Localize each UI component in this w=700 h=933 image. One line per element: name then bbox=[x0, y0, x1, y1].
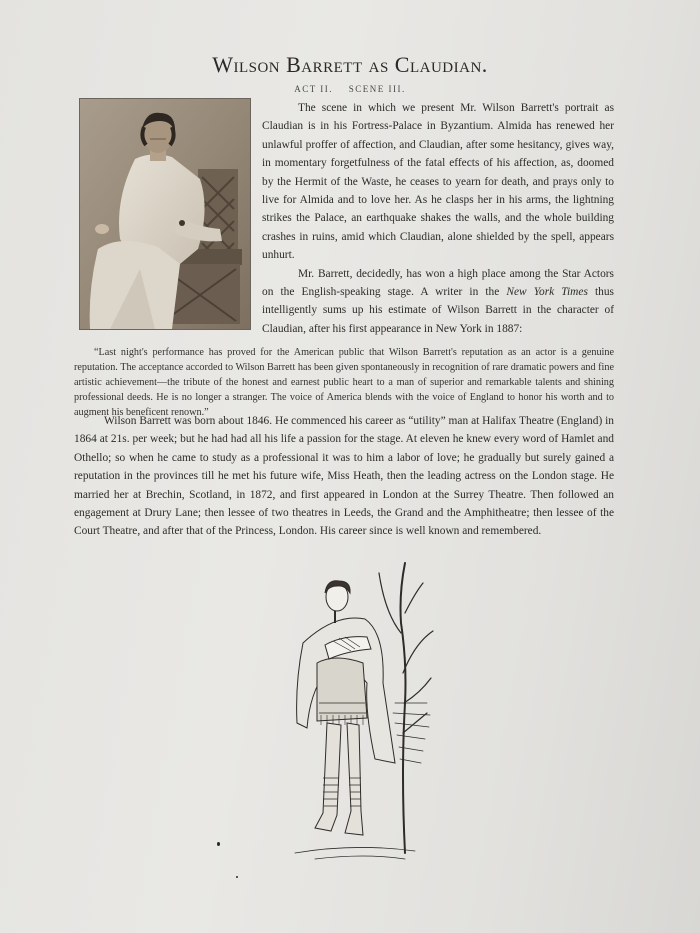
star-intro-text-end: thus intelligently sums up his estimate of Wilson Barrett in the character of Claudian, after his first appearance in New York in 1887: bbox=[262, 286, 614, 335]
biography-paragraph: Wilson Barrett was born about 1846. He commenced his career as “utility” man at Halifax Theatre (England) in 1864 at 21s. per week; but he had had all his life a passion for the stage. At eleven he knew every word of Hamlet and Othello; so when he came to study as a professional it was to him a labor of love; he gradually but surely gained a reputation in the provinces till he met his future wife, Miss Heath, then the leading actress on the London stage. He married her at Brechin, Scotland, in 1872, and first appeared in London at the Surrey Theatre. Then followed an engagement at Drury Lane; then lessee of two theatres in Leeds, the Grand and the Amphitheatre; then lessee of the Court Theatre, and after that of the Princess, London. His career since is well known and remembered. bbox=[74, 415, 614, 538]
act-label: ACT II. bbox=[294, 84, 334, 94]
portrait-photo-image bbox=[80, 99, 250, 329]
claudian-engraving-image bbox=[255, 553, 445, 863]
paper-speck bbox=[236, 876, 238, 878]
intro-column bbox=[262, 99, 614, 338]
review-quote: “Last night's performance has proved for the American public that Wilson Barrett's reputation as an actor is a genuine reputation. The acceptance accorded to Wilson Barrett has been given spontaneously in recognition of rare dramatic powers and fine artistic achievement—the tribute of the honest and earnest public heart to a man of superior and remarkable talents and shining professional deeds. He is no longer a stranger. The voice of America blends with the voice of England to honor his worth and to augment his beneficent renown.” bbox=[74, 347, 614, 418]
star-intro-paragraph bbox=[262, 265, 614, 339]
act-scene-line bbox=[0, 84, 700, 94]
portrait-photograph bbox=[79, 98, 251, 330]
scene-label: SCENE III. bbox=[348, 84, 406, 94]
star-intro-text: Mr. Barrett, decidedly, has won a high place among the Star Actors on the English-speaking stage. A writer in the bbox=[262, 267, 614, 299]
scene-description-paragraph: The scene in which we present Mr. Wilson Barrett's portrait as Claudian is in his Fortress-Palace in Byzantium. Almida has renewed her unlawful proffer of affection, and Claudian, after some hesitancy, gives way, in momentary forgetfulness of the fatal effects of his affection, as, doomed by the Hermit of the Waste, he ceases to yearn for death, and prays only to live for Almida and to love her. As he clasps her in his arms, the lightning strikes the Palace, an earthquake shakes the walls, and the whole building crashes in ruins, amid which Claudian, alone shielded by the spell, appears unhurt. bbox=[262, 102, 614, 262]
claudian-engraving bbox=[255, 553, 445, 863]
page-title: Wilson Barrett as Claudian. bbox=[212, 52, 488, 77]
publication-name: New York Times bbox=[506, 286, 588, 299]
paper-speck bbox=[217, 842, 220, 846]
